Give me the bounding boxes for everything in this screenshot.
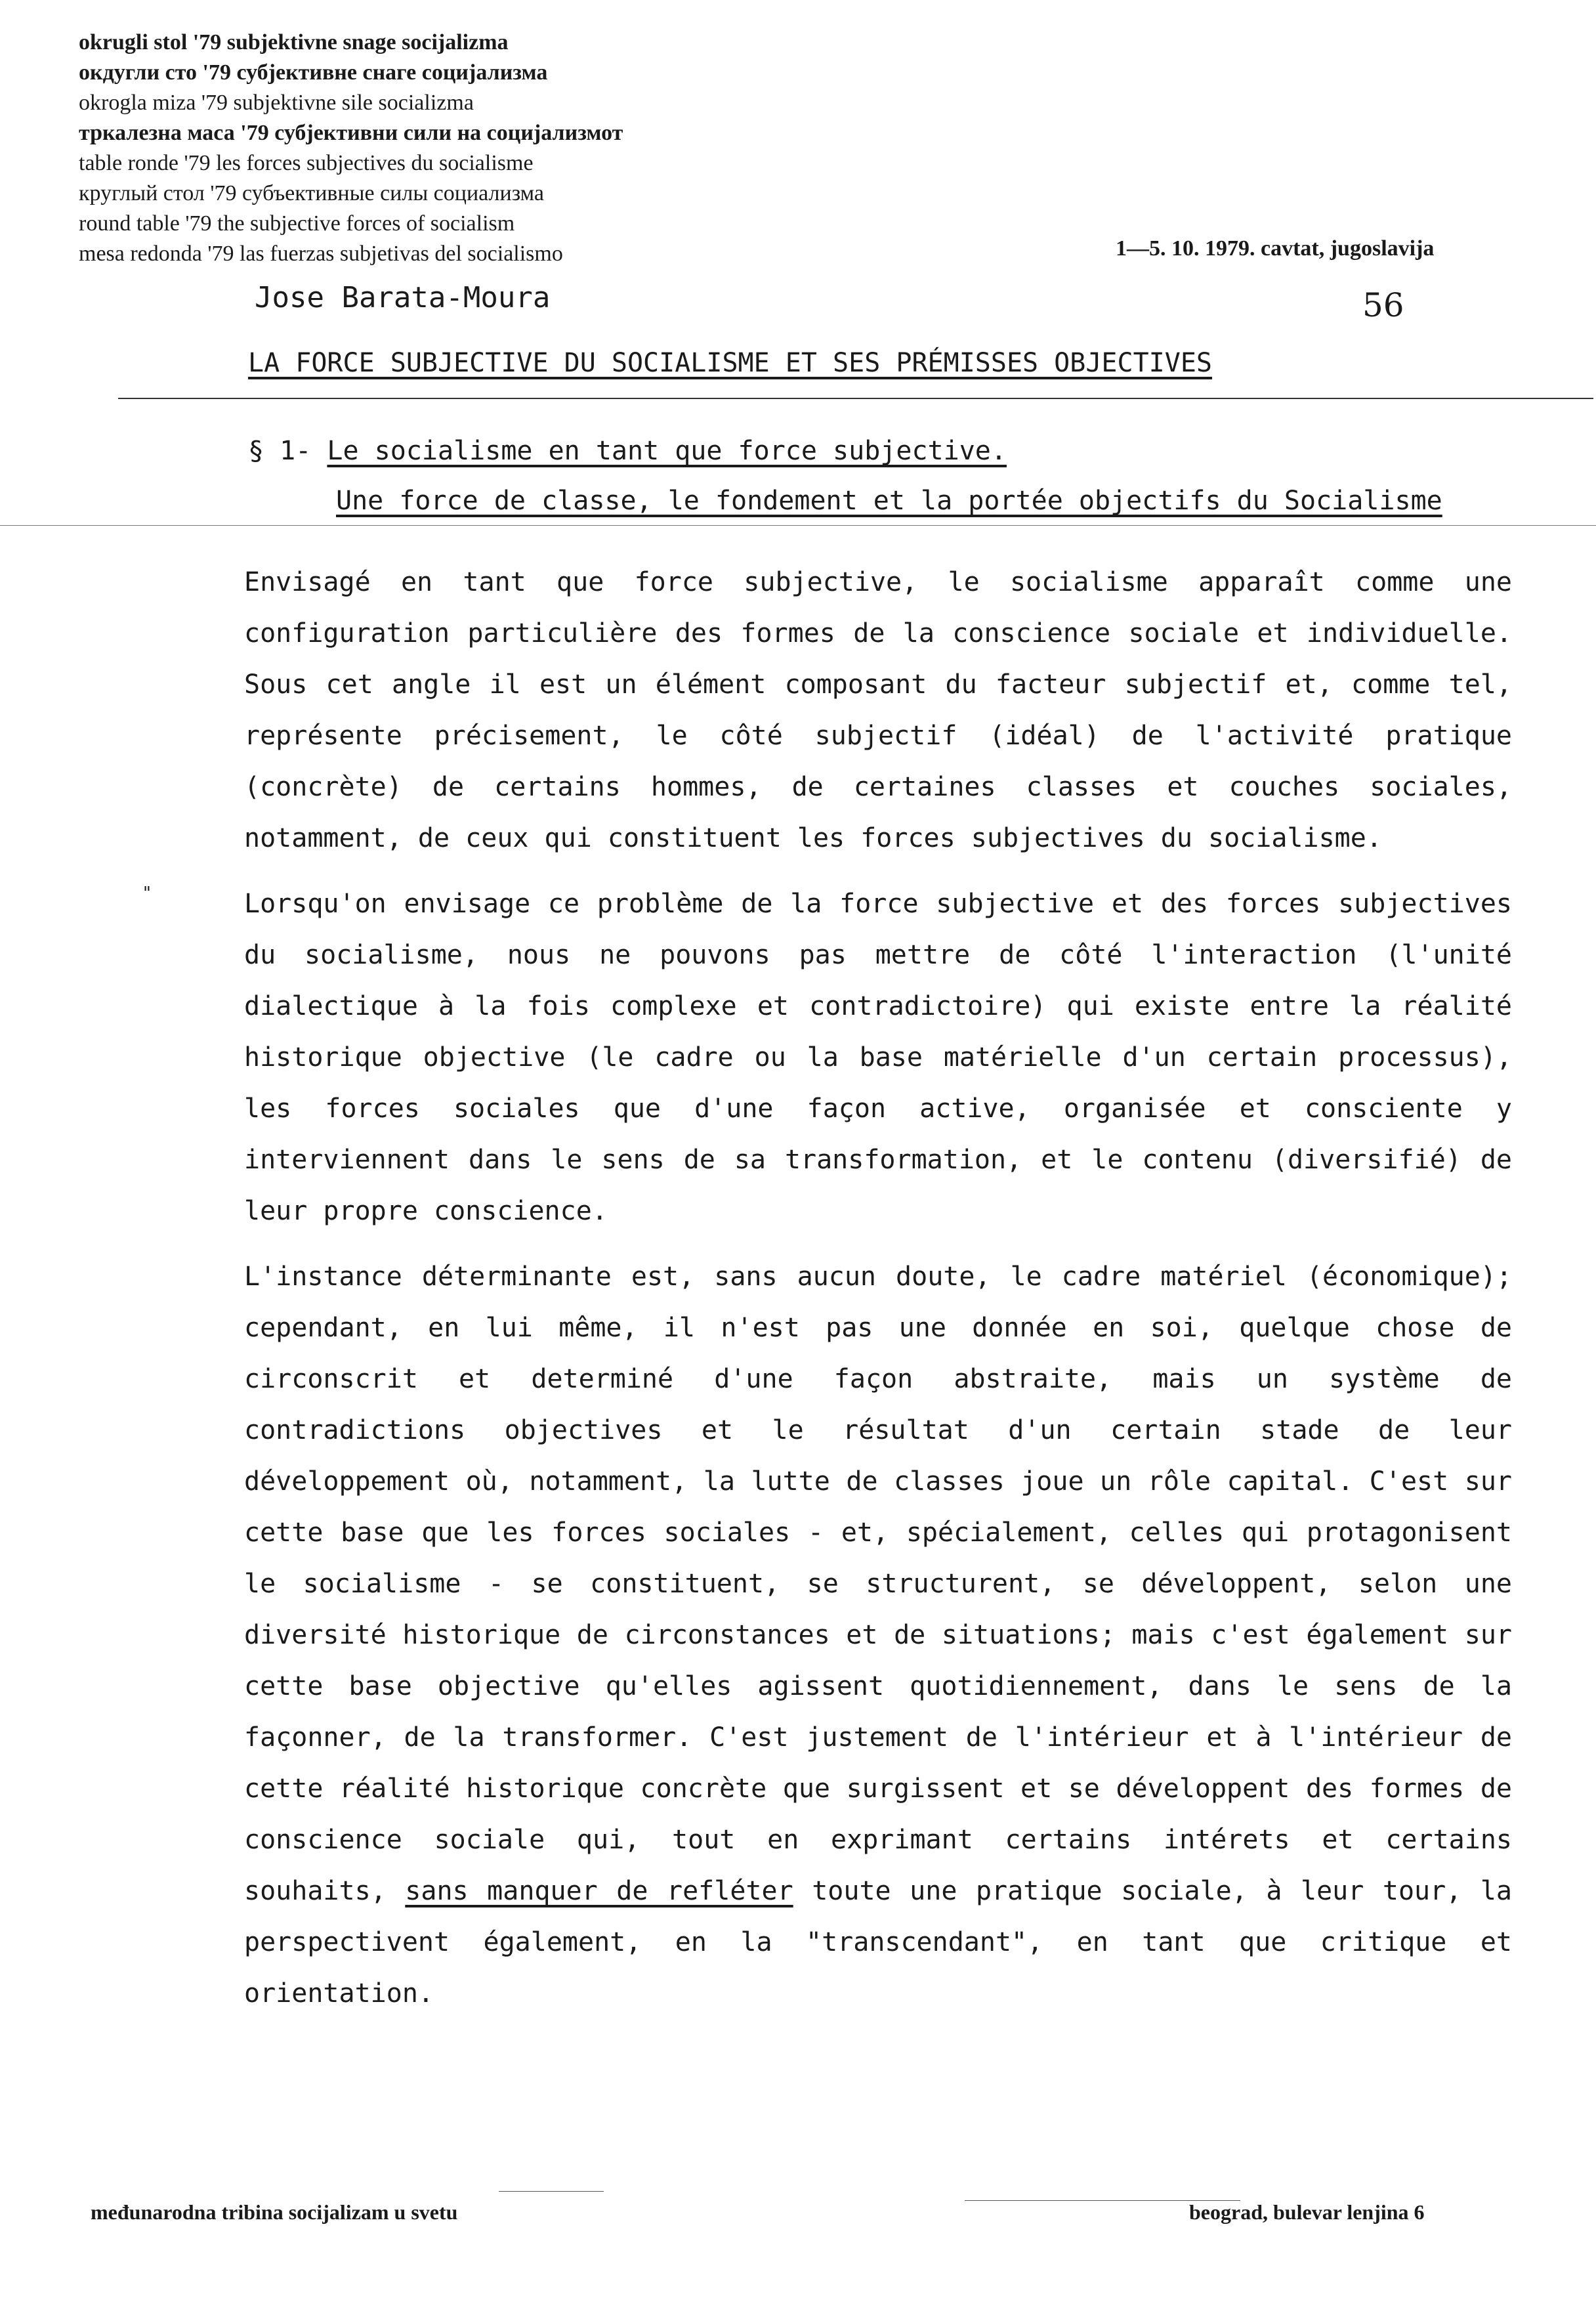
section-heading [248, 436, 1007, 466]
section-number: § 1- [248, 436, 312, 466]
header-line: круглый стол '79 субъективные силы социализма [79, 181, 545, 205]
underlined-phrase: sans manquer de refléter [405, 1876, 793, 1906]
subheading-rule [0, 525, 1596, 526]
footer-address: beograd, bulevar lenjina 6 [1189, 2200, 1425, 2224]
conference-header [79, 28, 623, 269]
paragraph-text: L'instance déterminante est, sans aucun doute, le cadre matériel (économique); cependant, en lui même, il n'est pas une donnée en soi, quelque chose de circonscrit et determiné d'une façon abstraite, mais un système de contradictions objectives et le résultat d'un certain stade de leur développement où, notamment, la lutte de classes joue un rôle capital. C'est sur cette base que les forces sociales - et, spécialement, celles qui protagonisent le socialisme - se constituent, se structurent, se développent, selon une diversité historique de circonstances et de situations; mais c'est également sur cette base objective qu'elles agissent quotidiennement, dans le sens de la façonner, de la transformer. C'est justement de l'intérieur et à l'intérieur de cette réalité historique concrète que surgissent et se développent des formes de conscience sociale qui, tout en exprimant certains intérets et certains souhaits, [244, 1262, 1512, 1906]
header-line: окдугли сто '79 субјективне снаге социјализма [79, 60, 548, 85]
paragraph-text: toute une pratique sociale, à leur tour, la perspectivent également, en la "transcendant", en tant que critique et orientation. [244, 1876, 1512, 2009]
paragraph [244, 1251, 1512, 2019]
header-line: okrugli stol '79 subjektivne snage socijalizma [79, 30, 509, 54]
conference-date-place: 1—5. 10. 1979. cavtat, jugoslavija [1116, 236, 1435, 261]
header-line: тркалезна маса '79 субјективни сили на социјализмот [79, 121, 623, 145]
footer-organization: međunarodna tribina socijalizam u svetu [91, 2200, 458, 2224]
header-line: okrogla miza '79 subjektivne sile socializma [79, 91, 474, 115]
paper-title: LA FORCE SUBJECTIVE DU SOCIALISME ET SES PRÉMISSES OBJECTIVES [248, 348, 1213, 378]
section-title: Le socialisme en tant que force subjective. [327, 436, 1007, 466]
body-text [244, 557, 1512, 2034]
margin-mark: " [143, 884, 151, 903]
paragraph: Envisagé en tant que force subjective, le socialisme apparaît comme une configuration particulière des formes de la conscience sociale et individuelle. Sous cet angle il est un élément composant du facteur subjectif et, comme tel, représente précisement, le côté subjectif (idéal) de l'activité pratique (concrète) de certains hommes, de certaines classes et couches sociales, notamment, de ceux qui constituent les forces subjectives du socialisme. [244, 567, 1512, 853]
header-line: table ronde '79 les forces subjectives du socialisme [79, 151, 534, 175]
author-name: Jose Barata-Moura [255, 281, 551, 314]
paragraph: Lorsqu'on envisage ce problème de la force subjective et des forces subjectives du socialisme, nous ne pouvons pas mettre de côté l'interaction (l'unité dialectique à la fois complexe et contradictoire) qui existe entre la réalité historique objective (le cadre ou la base matérielle d'un certain processus), les forces sociales que d'une façon active, organisée et consciente y interviennent dans le sens de sa transformation, et le contenu (diversifié) de leur propre conscience. [244, 889, 1512, 1226]
document-number: 56 [1362, 286, 1404, 324]
header-line: round table '79 the subjective forces of socialism [79, 211, 515, 236]
section-subheading: Une force de classe, le fondement et la portée objectifs du Socialisme [336, 486, 1442, 516]
footer-rule [499, 2191, 604, 2192]
header-line: mesa redonda '79 las fuerzas subjetivas del socialismo [79, 242, 563, 266]
title-rule [118, 398, 1593, 399]
